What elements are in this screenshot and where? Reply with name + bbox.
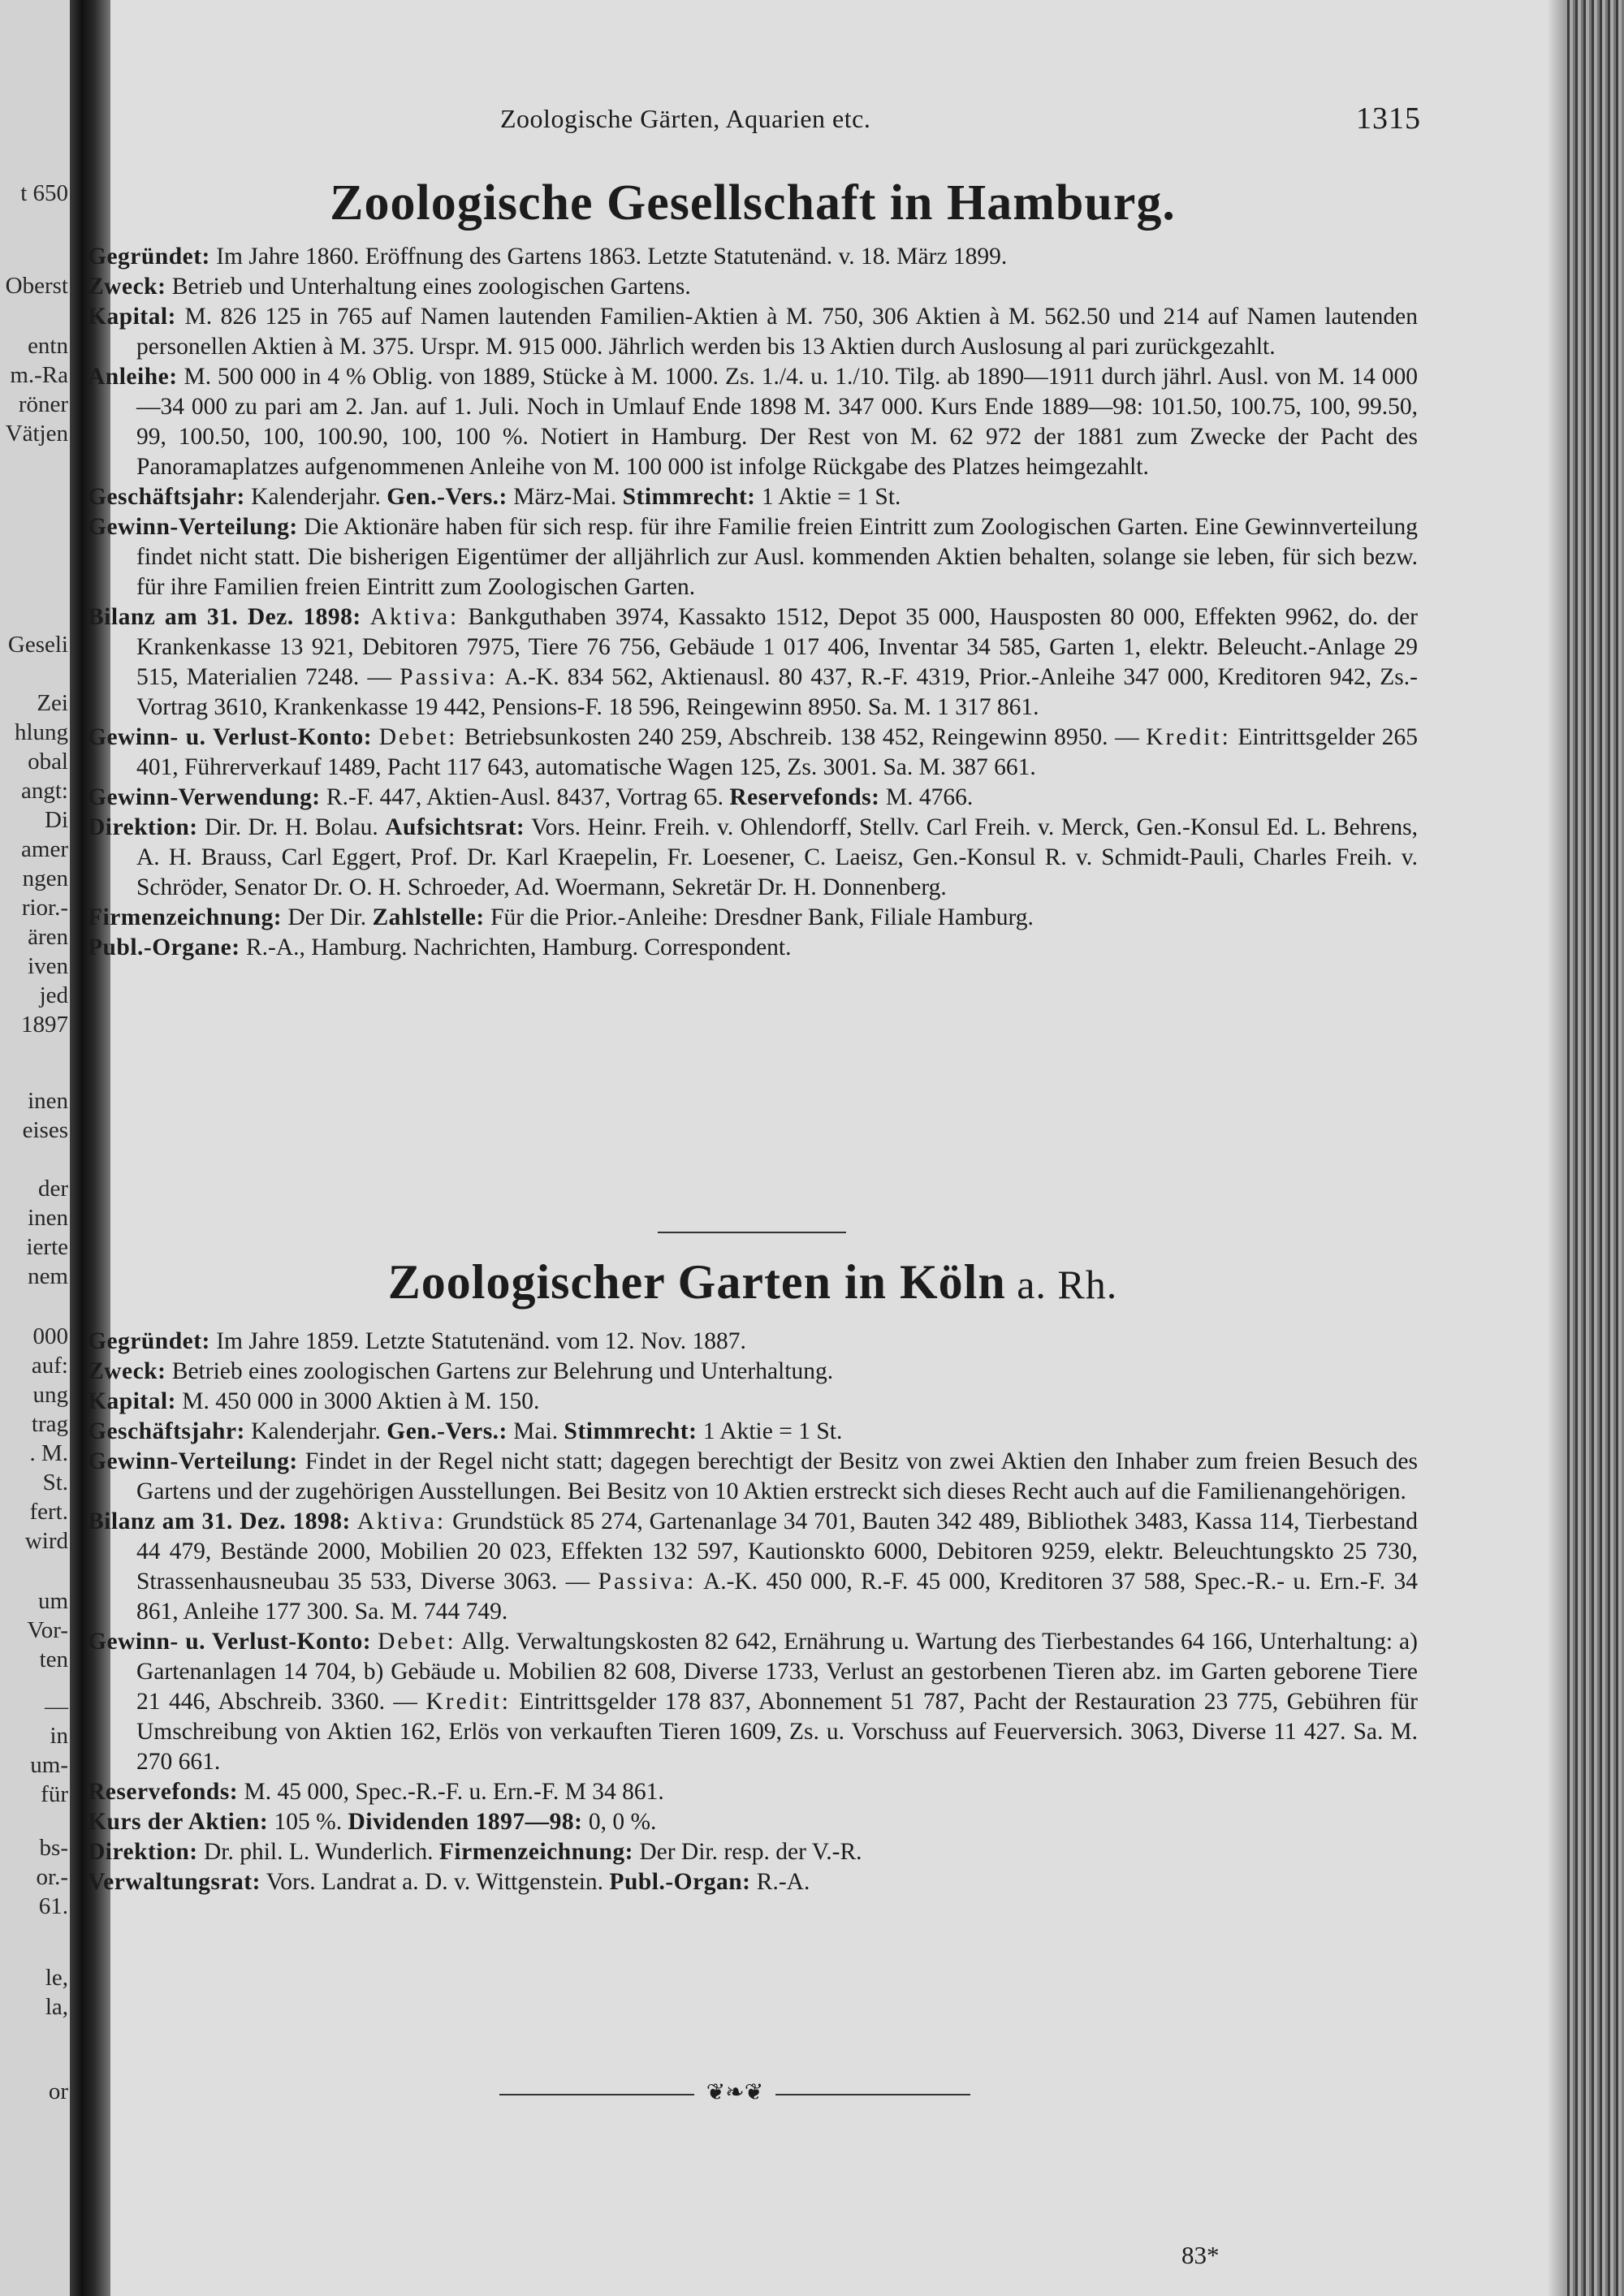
facing-page-fragment: m.-Ra (10, 362, 68, 388)
facing-page-fragment: fert. (29, 1499, 68, 1525)
facing-page-fragment: wird (24, 1528, 68, 1554)
page-stack-edge (1567, 0, 1624, 2296)
facing-page-fragment: entn (28, 333, 68, 359)
end-ornament (499, 2080, 970, 2105)
company-title-hamburg: Zoologische Gesellschaft in Hamburg. (330, 175, 1176, 231)
facing-page-fragment: obal (28, 749, 68, 775)
company-title-koeln: Zoologischer Garten in Köln a. Rh. (387, 1255, 1118, 1309)
ornament-rule-left (499, 2094, 694, 2095)
facing-page-fragment: um (37, 1588, 68, 1614)
facing-page-fragment: für (41, 1781, 68, 1807)
facing-page-fragment: rior.- (21, 895, 68, 921)
facing-page-fragment: . M. (29, 1440, 68, 1466)
field-gegruendet: Gegründet: Im Jahre 1860. Eröffnung des Gartens 1863. Letzte Statutenänd. v. 18. März 1899. (88, 244, 1008, 270)
facing-page-fragment: eises (22, 1117, 68, 1143)
facing-page-fragment: 000 (32, 1323, 68, 1349)
field-gewinn-verteilung: Gewinn-Verteilung: Die Aktionäre haben für sich resp. für ihre Familie freien Eintritt zum Zoologischen Garten. Eine Gewinnverteilung findet nicht statt. Die bisherigen Eigentümer der alljährlich zur Ausl. kommenden Aktien behalten, solange sie leben, für sich bezw. für ihre Familien freien Eintritt zum Zoologischen Garten. (88, 514, 1418, 600)
field-direktion: Direktion: Dir. Dr. H. Bolau. Aufsichtsrat: Vors. Heinr. Freih. v. Ohlendorff, Stellv. Carl Freih. v. Merck, Gen.-Konsul Ed. L. Behrens, A. H. Brauss, Carl Eggert, Prof. Dr. Karl Kraepelin, Fr. Loesener, C. Laeisz, Gen.-Konsul R. v. Schmidt-Pauli, Charles Freih. v. Schröder, Senator Dr. O. H. Schroeder, Ad. Woermann, Sekretär Dr. H. Donnenberg. (88, 814, 1418, 900)
facing-page-fragment: ten (39, 1646, 68, 1672)
field-geschaeftsjahr: Geschäftsjahr: Kalenderjahr. Gen.-Vers.: März-Mai. Stimmrecht: 1 Aktie = 1 St. (88, 484, 901, 510)
ornament-glyph: ❦❧❦ (706, 2080, 764, 2105)
facing-page-fragment: ung (32, 1382, 68, 1408)
facing-page-fragment: der (37, 1176, 68, 1202)
facing-page-fragment: or (48, 2078, 68, 2104)
field-bilanz: Bilanz am 31. Dez. 1898: Aktiva: Bankguthaben 3974, Kassakto 1512, Depot 35 000, Hausposten 80 000, Effekten 9962, do. der Krankenkasse 13 921, Debitoren 7975, Tiere 76 756, Gebäude 1 017 406, Inventar 34 585, Garten 1, elektr. Beleucht.-Anlage 29 515, Materialien 7248. — Passiva: A.-K. 834 562, Aktienausl. 80 437, R.-F. 4319, Prior.-Anleihe 347 000, Kreditoren 942, Zs.-Vortrag 3610, Krankenkasse 19 442, Pensions-F. 18 596, Reingewinn 8950. Sa. M. 1 317 861. (88, 604, 1418, 720)
field-direktion: Direktion: Dr. phil. L. Wunderlich. Firmenzeichnung: Der Dir. resp. der V.-R. (88, 1839, 862, 1865)
facing-page-fragment: bs- (39, 1835, 68, 1861)
running-head (88, 101, 1421, 140)
field-reservefonds: Reservefonds: M. 45 000, Spec.-R.-F. u. Ern.-F. M 34 861. (88, 1779, 664, 1805)
facing-page-fragment: hlung (14, 719, 68, 745)
section-divider (658, 1232, 846, 1233)
signature-mark: 83* (1181, 2241, 1220, 2269)
field-kapital: Kapital: M. 450 000 in 3000 Aktien à M. 150. (88, 1388, 540, 1414)
facing-page-fragment: Zei (37, 690, 68, 716)
page-edge-shadow (1548, 0, 1567, 2296)
entry-koeln (88, 1327, 1418, 1897)
field-geschaeftsjahr: Geschäftsjahr: Kalenderjahr. Gen.-Vers.: Mai. Stimmrecht: 1 Aktie = 1 St. (88, 1418, 843, 1444)
facing-page-fragment: or.- (36, 1864, 68, 1890)
field-verwaltungsrat: Verwaltungsrat: Vors. Landrat a. D. v. Wittgenstein. Publ.-Organ: R.-A. (88, 1869, 810, 1895)
facing-page-fragment: trag (31, 1411, 68, 1437)
facing-page-fragment: inen (28, 1205, 68, 1231)
facing-page-fragment: St. (42, 1470, 68, 1495)
facing-page-fragment: t 650 (20, 180, 68, 206)
field-zweck: Zweck: Betrieb und Unterhaltung eines zoologischen Gartens. (88, 274, 691, 300)
facing-page-fragment: 1897 (21, 1012, 68, 1038)
facing-page-fragment: um- (30, 1752, 68, 1778)
facing-page-fragment: Oberst (5, 273, 68, 299)
facing-page-fragment: la, (45, 1994, 68, 2020)
field-firmenzeichnung: Firmenzeichnung: Der Dir. Zahlstelle: Für die Prior.-Anleihe: Dresdner Bank, Filiale Hamburg. (88, 904, 1034, 930)
facing-page-fragment: auf: (31, 1353, 68, 1379)
facing-page-fragment: 61. (38, 1893, 68, 1919)
page-number: 1315 (1356, 101, 1421, 136)
facing-page-fragment: — (45, 1694, 68, 1720)
facing-page-fragment: iven (28, 953, 68, 979)
facing-page-fragment: ngen (22, 865, 68, 891)
running-head-title: Zoologische Gärten, Aquarien etc. (500, 104, 871, 133)
facing-page-fragment: Di (45, 807, 68, 833)
field-gewinn-verlust: Gewinn- u. Verlust-Konto: Debet: Betriebsunkosten 240 259, Abschreib. 138 452, Reingewinn 8950. — Kredit: Eintrittsgelder 265 401, Führerverkauf 1489, Pacht 117 643, automatische Wagen 125, Zs. 3001. Sa. M. 387 661. (88, 724, 1418, 780)
facing-page-fragment: nem (28, 1263, 68, 1289)
field-kurs: Kurs der Aktien: 105 %. Dividenden 1897—98: 0, 0 %. (88, 1809, 657, 1835)
facing-page-fragment: ären (28, 924, 68, 950)
facing-page-fragment: ierte (26, 1234, 68, 1260)
entry-hamburg (88, 242, 1418, 963)
facing-page-fragment: Geseli (7, 632, 68, 658)
facing-page-fragment: inen (28, 1088, 68, 1114)
facing-page-fragment: le, (45, 1965, 68, 1991)
ornament-rule-right (775, 2094, 970, 2095)
field-kapital: Kapital: M. 826 125 in 765 auf Namen lautenden Familien-Aktien à M. 750, 306 Aktien à M. 562.50 und 214 auf Namen lautenden personellen Aktien à M. 375. Urspr. M. 915 000. Jährlich werden bis 13 Aktien durch Auslosung al pari zurückgezahlt. (88, 304, 1418, 360)
facing-page-fragment: angt: (21, 778, 68, 804)
field-zweck: Zweck: Betrieb eines zoologischen Gartens zur Belehrung und Unterhaltung. (88, 1358, 834, 1384)
field-anleihe: Anleihe: M. 500 000 in 4 % Oblig. von 1889, Stücke à M. 1000. Zs. 1./4. u. 1./10. Tilg. ab 1890—1911 durch jährl. Ausl. von M. 14 000—34 000 zu pari am 2. Jan. auf 1. Juli. Noch in Umlauf Ende 1898 M. 347 000. Kurs Ende 1889—98: 101.50, 100.75, 100, 99.50, 99, 100.50, 100, 100.90, 100, 100 %. Notiert in Hamburg. Der Rest von M. 62 972 der 1881 zum Zwecke der Pacht des Panoramaplatzes aufgenommenen Anleihe von M. 100 000 ist infolge Rückgabe des Platzes heimgezahlt. (88, 364, 1418, 480)
facing-page-fragment: in (50, 1723, 68, 1749)
field-gegruendet: Gegründet: Im Jahre 1859. Letzte Statutenänd. vom 12. Nov. 1887. (88, 1328, 746, 1354)
field-gewinn-verteilung: Gewinn-Verteilung: Findet in der Regel nicht statt; dagegen berechtigt der Besitz von zwei Aktien den Inhaber zum freien Besuch des Gartens und der zugehörigen Ausstellungen. Bei Besitz von 10 Aktien erstreckt sich dieses Recht auch auf die Familienangehörigen. (88, 1448, 1418, 1504)
facing-page-fragment: Vätjen (5, 421, 68, 447)
facing-page-text (0, 0, 73, 2296)
field-gewinn-verlust: Gewinn- u. Verlust-Konto: Debet: Allg. Verwaltungskosten 82 642, Ernährung u. Wartung des Tierbestandes 64 166, Unterhaltung: a) Gartenanlagen 14 704, b) Gebäude u. Mobilien 82 608, Diverse 1733, Verlust an gestorbenen Tieren abz. im Garten geborene Tiere 21 446, Abschreib. 3360. — Kredit: Eintrittsgelder 178 837, Abonnement 51 787, Pacht der Restauration 23 775, Gebühren für Umschreibung von Aktien 162, Erlös von verkauften Tieren 1609, Zs. u. Vorschuss auf Feuerversich. 3063, Diverse 11 427. Sa. M. 270 661. (88, 1629, 1418, 1775)
facing-page-fragment: röner (18, 391, 68, 417)
field-bilanz: Bilanz am 31. Dez. 1898: Aktiva: Grundstück 85 274, Gartenanlage 34 701, Bauten 342 489, Bibliothek 3483, Kassa 114, Tierbestand 44 479, Bestände 2000, Mobilien 20 023, Effekten 132 597, Kautionskto 6000, Debitoren 9259, elektr. Beleuchtungskto 25 730, Strassenhausneubau 35 533, Diverse 3063. — Passiva: A.-K. 450 000, R.-F. 45 000, Kreditoren 37 588, Spec.-R.- u. Ern.-F. 34 861, Anleihe 177 300. Sa. M. 744 749. (88, 1508, 1418, 1625)
facing-page-fragment: jed (39, 982, 68, 1008)
field-gewinn-verwendung: Gewinn-Verwendung: R.-F. 447, Aktien-Ausl. 8437, Vortrag 65. Reservefonds: M. 4766. (88, 784, 974, 810)
field-publ-organe: Publ.-Organe: R.-A., Hamburg. Nachrichten, Hamburg. Correspondent. (88, 934, 792, 960)
facing-page-fragment: Vor- (27, 1617, 68, 1643)
facing-page-fragment: amer (21, 836, 68, 862)
